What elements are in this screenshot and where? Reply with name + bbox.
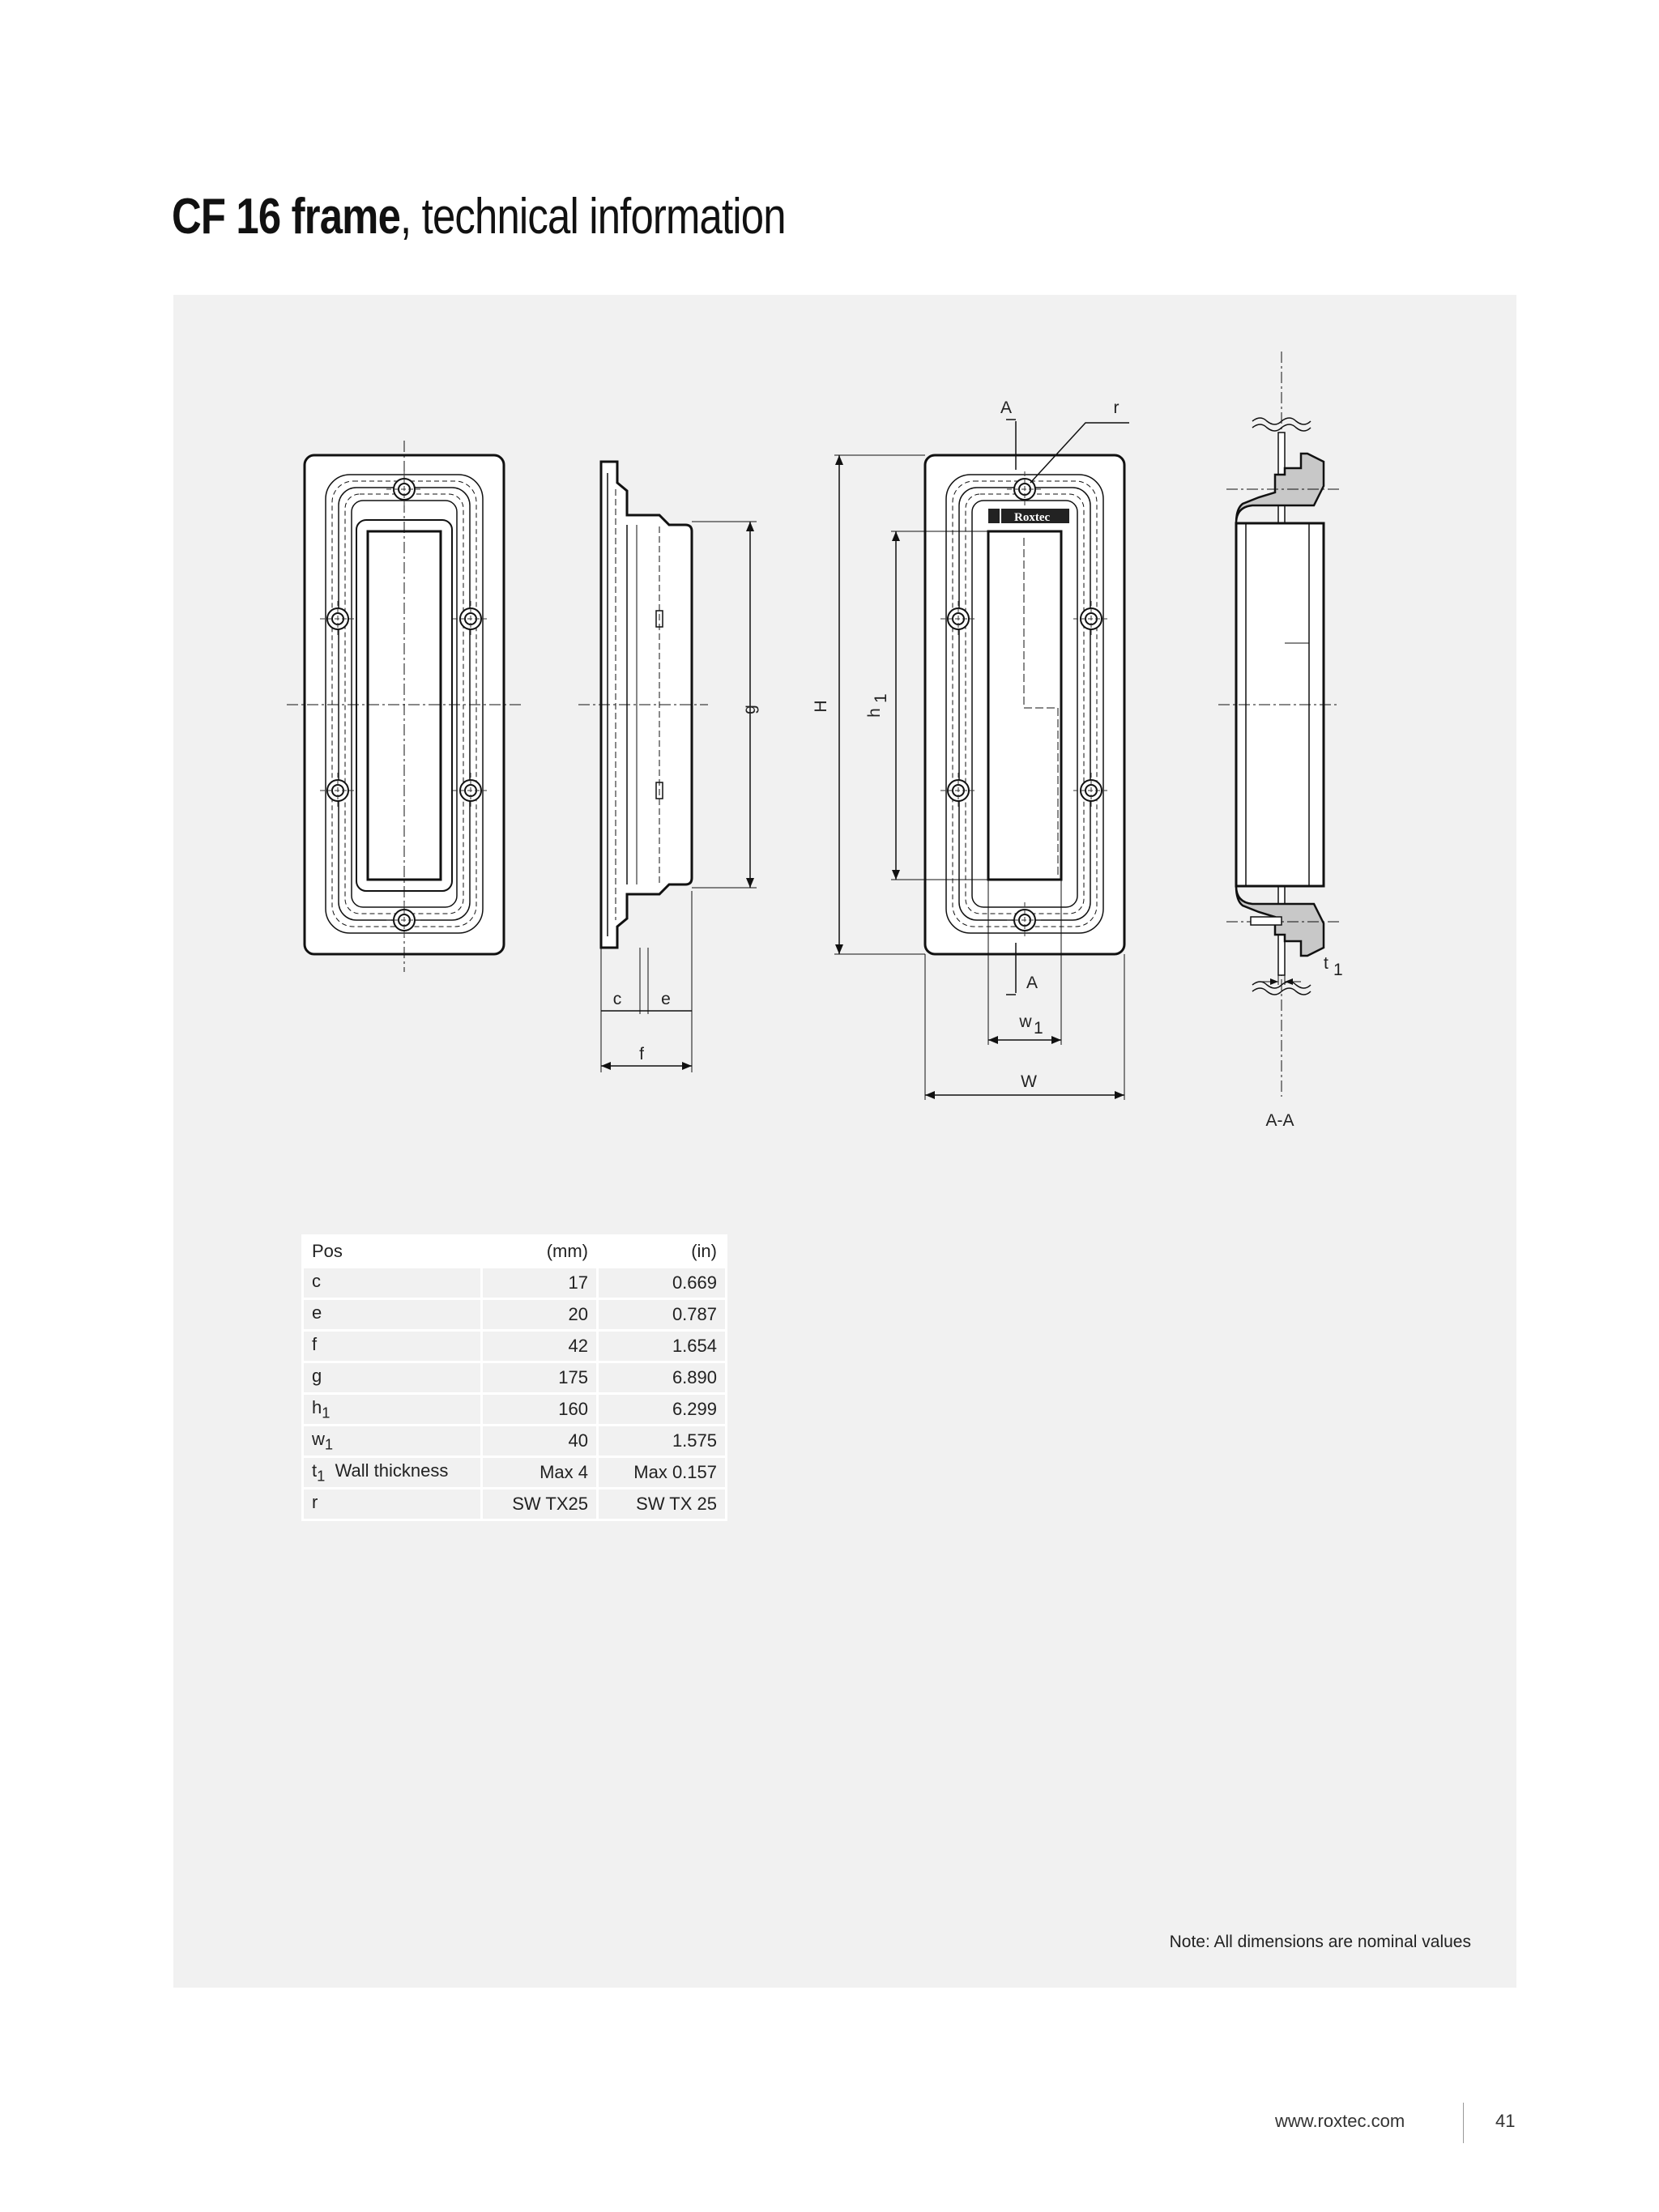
dim-label-r: r <box>1113 399 1120 417</box>
footer-divider <box>1463 2103 1464 2143</box>
svg-text:1: 1 <box>872 693 890 703</box>
in-cell: 1.575 <box>599 1426 725 1455</box>
dim-label-c: c <box>612 990 622 1008</box>
dim-label-t1 <box>1324 954 1343 979</box>
pos-cell: $w_1$ <box>304 1426 480 1455</box>
section-marker-bottom: A <box>1026 974 1038 992</box>
technical-panel <box>173 295 1516 1988</box>
table-header-mm: (mm) <box>483 1237 596 1266</box>
front-view-logo-drawing <box>834 420 1129 1100</box>
in-cell: SW TX 25 <box>599 1490 725 1519</box>
page-title <box>172 188 786 245</box>
table-row <box>304 1426 725 1455</box>
pos-cell: f <box>304 1332 480 1361</box>
mm-cell: 160 <box>483 1395 596 1424</box>
dim-label-g: g <box>740 705 759 714</box>
in-cell: 6.299 <box>599 1395 725 1424</box>
table-row <box>304 1363 725 1392</box>
svg-text:t: t <box>1324 954 1328 973</box>
pos-cell: e <box>304 1300 480 1329</box>
in-cell: 1.654 <box>599 1332 725 1361</box>
pos-cell: r <box>304 1490 480 1519</box>
in-cell: 0.669 <box>599 1268 725 1298</box>
page-title-rest: , technical information <box>400 189 786 245</box>
table-row <box>304 1332 725 1361</box>
pos-cell: $t_1$ Wall thickness <box>304 1458 480 1487</box>
dim-label-w1 <box>1018 1012 1043 1038</box>
roxtec-logo: Roxtec <box>1014 511 1051 524</box>
svg-text:w: w <box>1019 1012 1032 1031</box>
section-view-drawing <box>1218 352 1340 1097</box>
dim-label-f: f <box>639 1045 644 1063</box>
side-view-drawing <box>578 462 757 1072</box>
section-marker-top: A <box>1000 399 1013 417</box>
table-header-pos: Pos <box>304 1237 480 1266</box>
table-row <box>304 1268 725 1298</box>
mm-cell: Max 4 <box>483 1458 596 1487</box>
page-title-bold: CF 16 frame <box>172 189 401 245</box>
front-view-drawing <box>287 441 523 972</box>
in-cell: 6.890 <box>599 1363 725 1392</box>
svg-text:h: h <box>865 708 884 718</box>
dim-label-H: H <box>812 700 830 713</box>
svg-text:1: 1 <box>1333 961 1343 979</box>
pos-cell: c <box>304 1268 480 1298</box>
dim-label-h1 <box>865 693 890 718</box>
section-label: A-A <box>1265 1111 1294 1130</box>
table-header-in: (in) <box>599 1237 725 1266</box>
technical-drawings <box>173 295 1516 1988</box>
in-cell: Max 0.157 <box>599 1458 725 1487</box>
table-row <box>304 1490 725 1519</box>
dim-label-W: W <box>1021 1072 1037 1091</box>
mm-cell: 40 <box>483 1426 596 1455</box>
mm-cell: SW TX25 <box>483 1490 596 1519</box>
footer-url-link[interactable]: www.roxtec.com <box>1275 2111 1405 2131</box>
dimensions-note: Note: All dimensions are nominal values <box>1169 1933 1471 1951</box>
page-number: 41 <box>1495 2111 1516 2131</box>
mm-cell: 175 <box>483 1363 596 1392</box>
table-row <box>304 1300 725 1329</box>
svg-text:1: 1 <box>1034 1019 1043 1038</box>
table-row <box>304 1458 725 1487</box>
mm-cell: 20 <box>483 1300 596 1329</box>
mm-cell: 17 <box>483 1268 596 1298</box>
pos-cell: g <box>304 1363 480 1392</box>
in-cell: 0.787 <box>599 1300 725 1329</box>
dim-label-e: e <box>661 990 671 1008</box>
dimensions-table <box>301 1234 727 1521</box>
table-row <box>304 1395 725 1424</box>
mm-cell: 42 <box>483 1332 596 1361</box>
pos-cell: $h_1$ <box>304 1395 480 1424</box>
table-header-row <box>304 1237 725 1266</box>
